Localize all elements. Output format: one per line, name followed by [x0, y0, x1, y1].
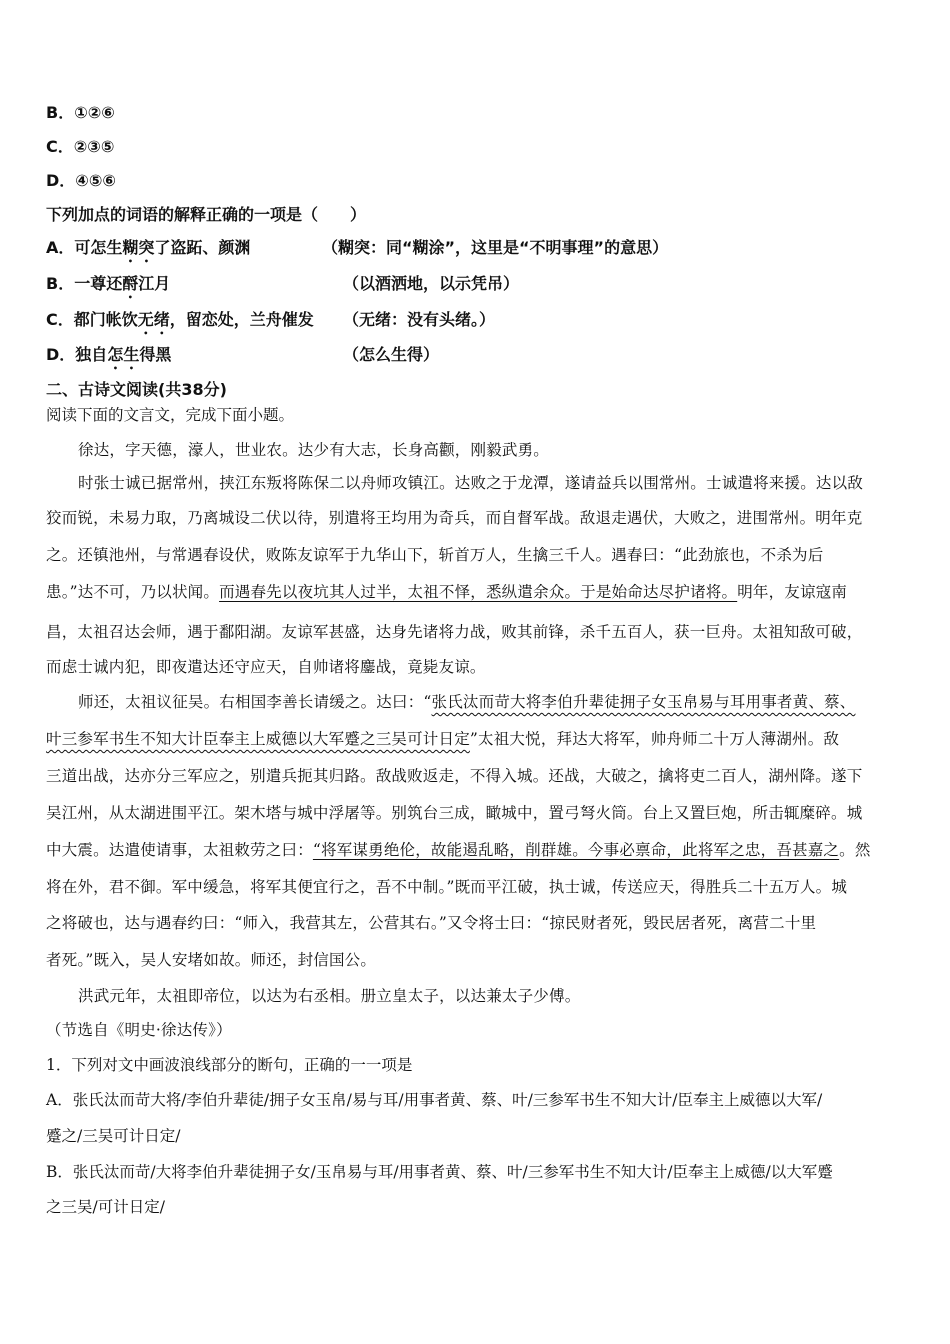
option-pre: 独自 — [75, 345, 108, 364]
passage-text: 。然 — [839, 841, 871, 859]
option-label: A． — [46, 238, 75, 257]
passage-text: 中大震。达遣使请事，太祖敕劳之曰： — [46, 841, 313, 859]
prev-option-c — [46, 137, 114, 157]
option-text: ②③⑤ — [73, 137, 115, 156]
word-option-c — [46, 310, 314, 338]
passage-line: 之。还镇池州，与常遇春设伏，败陈友谅军于九华山下，斩首万人，生擒三千人。遇春曰：“此劲旅也，不杀为后 — [46, 546, 824, 564]
word-option-b — [46, 274, 170, 302]
option-text: ④⑤⑥ — [75, 171, 116, 190]
option-pre: 可怎生 — [74, 238, 123, 257]
section-instruction: 阅读下面的文言文，完成下面小题。 — [46, 406, 295, 424]
prev-option-b — [46, 103, 115, 123]
passage-line: 时张士诚已据常州，挟江东叛将陈保二以舟师攻镇江。达败之于龙潭，遂请益兵以围常州。士诚遣将来援。达以敌 — [78, 474, 864, 492]
passage-text: 明年，友谅寇南 — [737, 583, 848, 601]
question-1-option-b-line-2: 之三吴/可计日定/ — [46, 1198, 165, 1216]
option-letter: D． — [46, 171, 76, 190]
dotted-word: 无绪 — [137, 310, 170, 329]
question-1-option-a-line-2: 蹙之/三吴可计日定/ — [46, 1127, 181, 1145]
option-label: D． — [46, 345, 76, 364]
passage-line: 将在外，君不御。军中缓急，将军其便宜行之，吾不中制。”既而平江破，执士诚，传送应天，得胜兵二十五万人。城 — [46, 878, 848, 896]
passage-line — [46, 729, 839, 749]
question-1-stem: 1．下列对文中画波浪线部分的断句，正确的一一项是 — [46, 1056, 413, 1074]
wavy-underlined-text: 张氏汰而苛大将李伯升辈徒拥子女玉帛易与耳用事者黄、蔡、 — [431, 693, 856, 711]
passage-line — [46, 582, 847, 602]
passage-line: 之将破也，达与遇春约曰：“师入，我营其左，公营其右。”又令将士曰：“掠民财者死，毁民居者死，离营二十里 — [46, 914, 817, 932]
word-option-a-note: （糊突：同“糊涂”，这里是“不明事理”的意思） — [322, 238, 669, 257]
option-letter: C． — [46, 137, 74, 156]
word-option-d-note: （怎么生得） — [343, 345, 440, 364]
option-post: 了盗跖、颜渊 — [154, 238, 251, 257]
word-option-c-note: （无绪：没有头绪。） — [343, 310, 496, 329]
word-option-d — [46, 345, 171, 373]
passage-line: 狡而锐，未易力取，乃离城设二伏以待，别遣将王均用为奇兵，而自督军战。敌退走遇伏，大败之，进围常州。明年克 — [46, 509, 863, 527]
passage-line — [78, 692, 855, 712]
passage-line — [46, 840, 871, 860]
passage-text: 患。”达不可，乃以状闻。 — [46, 583, 220, 601]
passage-text: ”太祖大悦，拜达大将军，帅舟师二十万人薄湖州。敌 — [469, 730, 840, 748]
option-post: 得黑 — [139, 345, 172, 364]
option-post: 江月 — [138, 274, 171, 293]
option-pre: 都门帐饮 — [73, 310, 138, 329]
option-pre: 一尊还 — [74, 274, 123, 293]
word-option-a — [46, 238, 250, 266]
passage-text: 师还，太祖议征吴。右相国李善长请缓之。达曰：“ — [78, 693, 432, 711]
word-option-b-note: （以酒洒地，以示凭吊） — [343, 274, 520, 293]
word-question-stem: 下列加点的词语的解释正确的一项是（ ） — [46, 205, 367, 224]
option-label: C． — [46, 310, 74, 329]
option-label: B． — [46, 274, 75, 293]
option-letter: B． — [46, 103, 75, 122]
passage-line: 而虑士诚内犯，即夜遣达还守应天，自帅诸将鏖战，竟毙友谅。 — [46, 658, 486, 676]
passage-source: （节选自《明史·徐达传》） — [46, 1021, 232, 1039]
passage-line: 者死。”既入，吴人安堵如故。师还，封信国公。 — [46, 951, 377, 969]
section-title: 二、古诗文阅读(共38分) — [46, 380, 227, 399]
question-1-option-a-line-1: A．张氏汰而苛大将/李伯升辈徒/拥子女玉帛/易与耳/用事者黄、蔡、叶/三参军书生不知大计/臣奉主上威德以大军/ — [46, 1091, 823, 1109]
underlined-sentence: “将军谋勇绝伦，故能遏乱略，削群雄。今事必禀命，此将军之忠，吾甚嘉之 — [312, 841, 840, 859]
passage-paragraph-4: 洪武元年，太祖即帝位，以达为右丞相。册立皇太子，以达兼太子少傅。 — [78, 987, 581, 1005]
dotted-word: 怎生 — [107, 345, 140, 364]
option-post: ，留恋处，兰舟催发 — [169, 310, 314, 329]
passage-line: 三道出战，达亦分三军应之，别遣兵扼其归路。敌战败返走，不得入城。还战，大破之，擒将吏二百人，湖州降。遂下 — [46, 767, 863, 785]
passage-paragraph-1: 徐达，字天德，濠人，世业农。达少有大志，长身高颧，刚毅武勇。 — [78, 441, 550, 459]
wavy-underlined-text: 叶三参军书生不知大计臣奉主上威德以大军蹙之三吴可计日定 — [46, 730, 470, 748]
question-1-option-b-line-1: B．张氏汰而苛/大将李伯升辈徒拥子女/玉帛易与耳/用事者黄、蔡、叶/三参军书生不知大计/臣奉主上威德/以大军蹙 — [46, 1163, 833, 1181]
passage-line: 吴江州，从太湖进围平江。架木塔与城中浮屠等。别筑台三成，瞰城中，置弓弩火筒。台上又置巨炮，所击辄糜碎。城 — [46, 804, 863, 822]
option-text: ①②⑥ — [74, 103, 115, 122]
passage-line: 昌，太祖召达会师，遇于鄱阳湖。友谅军甚盛，达身先诸将力战，败其前锋，杀千五百人，获一巨舟。太祖知敌可破， — [46, 623, 863, 641]
dotted-word: 酹 — [122, 274, 139, 293]
prev-option-d — [46, 171, 116, 191]
underlined-sentence: 而遇春先以夜坑其人过半，太祖不怿，悉纵遣余众。于是始命达尽护诸将。 — [219, 583, 738, 601]
dotted-word: 糊突 — [122, 238, 155, 257]
